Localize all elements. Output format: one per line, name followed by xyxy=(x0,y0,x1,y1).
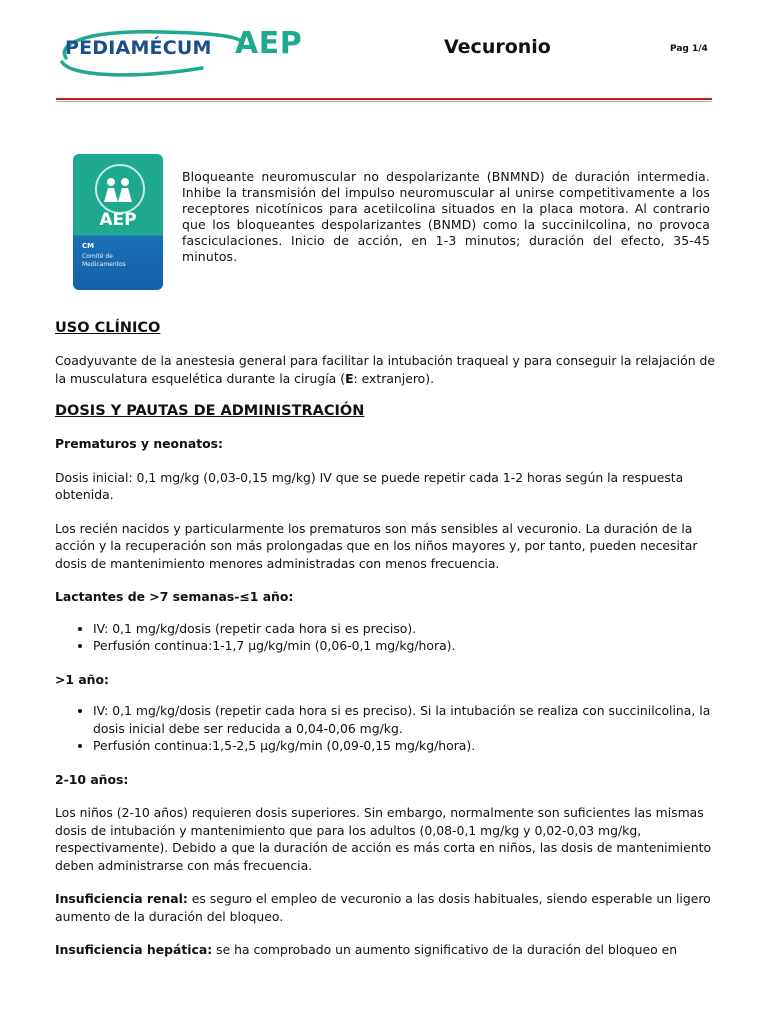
logo-brand: AEP xyxy=(235,26,303,61)
page-number: Pag 1/4 xyxy=(670,44,708,54)
subheading-prematuros: Prematuros y neonatos: xyxy=(55,436,223,451)
document-title: Vecuronio xyxy=(444,36,551,58)
mayor-1-ano-list xyxy=(55,702,715,755)
subheading-lactantes: Lactantes de >7 semanas-≤1 año: xyxy=(55,589,294,604)
list-item: • IV: 0,1 mg/kg/dosis (repetir cada hora si es preciso). Si la intubación se realiza con succinilcolina, la dosis inicial debe ser reducida a 0,04-0,06 mg/kg. xyxy=(93,702,715,737)
badge-label: AEP xyxy=(99,210,137,230)
logo-text: PEDIAMÉCUM xyxy=(65,37,212,59)
prematuros-paragraph-1: Dosis inicial: 0,1 mg/kg (0,03-0,15 mg/kg) IV que se puede repetir cada 1-2 horas según la respuesta obtenida. xyxy=(55,469,684,502)
hepatic-label: Insuficiencia hepática: xyxy=(55,942,213,957)
header-divider-secondary xyxy=(56,101,712,102)
prematuros-paragraph-2: Los recién nacidos y particularmente los prematuros son más sensibles al vecuronio. La duración de la acción y la recuperación son más prolongadas que en los niños mayores y, por tanto, pueden necesitar dosis de mantenimiento menores administradas con menos frecuencia. xyxy=(55,520,698,571)
subheading-2-10-anos: 2-10 años: xyxy=(55,771,129,787)
intro-paragraph: Bloqueante neuromuscular no despolarizante (BNMND) de duración intermedia. Inhibe la transmisión del impulso neuromuscular al unirse competitivamente a los receptores nicotínicos para acetilcolina situados en la placa motora. Al contrario que los bloqueantes despolarizantes (BNMD) como la succinilcolina, no provoca fasciculaciones. Inicio de acción, en 1-3 minutos; duración del efecto, 35-45 minutos. xyxy=(182,169,710,264)
pediamecum-logo[interactable] xyxy=(52,24,302,80)
uso-text-a: Coadyuvante de la anestesia general para facilitar la intubación traqueal y para conseguir la relajación de la musculatura esquelética durante la cirugía ( xyxy=(55,353,716,386)
hepatic-text: se ha comprobado un aumento significativo de la duración del bloqueo en xyxy=(212,942,678,957)
page-header xyxy=(0,0,768,110)
main-content xyxy=(55,318,715,959)
uso-clinico-paragraph xyxy=(55,352,715,387)
badge-subtitle: Comité de Medicamentos xyxy=(82,253,126,268)
insuficiencia-hepatica-paragraph xyxy=(55,941,715,959)
badge-cm: CM xyxy=(82,242,95,250)
uso-text-b: : extranjero). xyxy=(353,370,435,386)
children-figures-icon xyxy=(100,174,136,204)
aep-committee-badge xyxy=(73,154,163,290)
renal-text: es seguro el empleo de vecuronio a las dosis habituales, siendo esperable un ligero aumento de la duración del bloqueo. xyxy=(55,891,711,924)
list-item: • IV: 0,1 mg/kg/dosis (repetir cada hora si es preciso). xyxy=(93,620,715,638)
2-10-anos-paragraph: Los niños (2-10 años) requieren dosis superiores. Sin embargo, normalmente son suficientes las mismas dosis de intubación y mantenimiento que para los adultos (0,08-0,1 mg/kg y 0,02-0,03 mg/kg, respectivamente). Debido a que la duración de acción es más corta en niños, las dosis de mantenimiento deben administrarse con más frecuencia. xyxy=(55,805,712,873)
subheading-mayor-1-ano: >1 año: xyxy=(55,671,109,687)
section-heading-dosis: DOSIS Y PAUTAS DE ADMINISTRACIÓN xyxy=(55,403,365,419)
section-heading-uso-clinico: USO CLÍNICO xyxy=(55,320,161,336)
lactantes-list xyxy=(55,620,715,655)
header-divider xyxy=(56,98,712,100)
uso-text-bold: E xyxy=(345,370,354,386)
insuficiencia-renal-paragraph xyxy=(55,890,715,925)
list-item: • Perfusión continua:1-1,7 µg/kg/min (0,06-0,1 mg/kg/hora). xyxy=(93,637,715,655)
renal-label: Insuficiencia renal: xyxy=(55,891,188,906)
list-item: • Perfusión continua:1,5-2,5 µg/kg/min (0,09-0,15 mg/kg/hora). xyxy=(93,737,715,755)
